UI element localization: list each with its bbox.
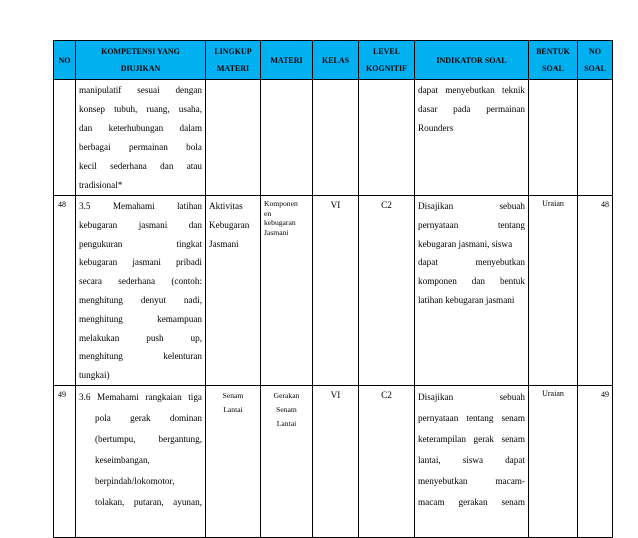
header-row: [54, 41, 613, 80]
cell-indikator: Disajikan sebuah pernyataan tentang kebugaran jasmani, siswa dapat menyebutkan komponen dan bentuk latihan kebugaran jasmani: [415, 196, 529, 386]
header-level: LEVEL KOGNITIF: [359, 41, 415, 80]
cell-kompetensi: 3.5 Memahami latihan kebugaran jasmani dan pengukuran tingkat kebugaran jasmani pribadi secara sederhana (contoh: menghitung denyut nadi, menghitung kemampuan melakukan push up, menghitung kelenturan tungkai): [76, 196, 206, 386]
kisi-kisi-table: [53, 40, 613, 538]
cell-bentuk: [529, 80, 578, 196]
cell-no-soal: 48: [578, 196, 613, 386]
cell-indikator: dapat menyebutkan teknik dasar pada permainan Rounders: [415, 80, 529, 196]
cell-kompetensi: 3.6 Memahami rangkaian tiga pola gerak dominan (bertumpu, bergantung, keseimbangan, berpindah/lokomotor, tolakan, putaran, ayunan,: [76, 385, 206, 537]
cell-no: 48: [54, 196, 76, 386]
cell-kelas: [313, 80, 359, 196]
cell-bentuk: Uraian: [529, 385, 578, 537]
cell-materi: Gerakan Senam Lantai: [261, 385, 313, 537]
cell-lingkup: Aktivitas Kebugaran Jasmani: [206, 196, 261, 386]
table-row: [54, 196, 613, 386]
header-indikator: INDIKATOR SOAL: [415, 41, 529, 80]
cell-level: [359, 80, 415, 196]
cell-lingkup: [206, 80, 261, 196]
cell-no-soal: [578, 80, 613, 196]
cell-kompetensi: manipulatif sesuai dengan konsep tubuh, ruang, usaha, dan keterhubungan dalam berbagai permainan bola kecil sederhana dan atau tradisional*: [76, 80, 206, 196]
cell-indikator: Disajikan sebuah pernyataan tentang senam keterampilan gerak senam lantai, siswa dapat menyebutkan macam- macam gerakan senam: [415, 385, 529, 537]
cell-level: C2: [359, 385, 415, 537]
cell-materi: [261, 80, 313, 196]
header-kompetensi: KOMPETENSI YANG DIUJIKAN: [76, 41, 206, 80]
cell-materi: Komponen en kebugaran Jasmani: [261, 196, 313, 386]
cell-no: 49: [54, 385, 76, 537]
header-lingkup: LINGKUP MATERI: [206, 41, 261, 80]
cell-bentuk: Uraian: [529, 196, 578, 386]
cell-no: [54, 80, 76, 196]
header-materi: MATERI: [261, 41, 313, 80]
table-row: [54, 385, 613, 537]
header-no: NO: [54, 41, 76, 80]
cell-kelas: VI: [313, 196, 359, 386]
cell-lingkup: Senam Lantai: [206, 385, 261, 537]
cell-kelas: VI: [313, 385, 359, 537]
header-no-soal: NO SOAL: [578, 41, 613, 80]
header-bentuk: BENTUK SOAL: [529, 41, 578, 80]
cell-level: C2: [359, 196, 415, 386]
cell-no-soal: 49: [578, 385, 613, 537]
header-kelas: KELAS: [313, 41, 359, 80]
table-row: [54, 80, 613, 196]
